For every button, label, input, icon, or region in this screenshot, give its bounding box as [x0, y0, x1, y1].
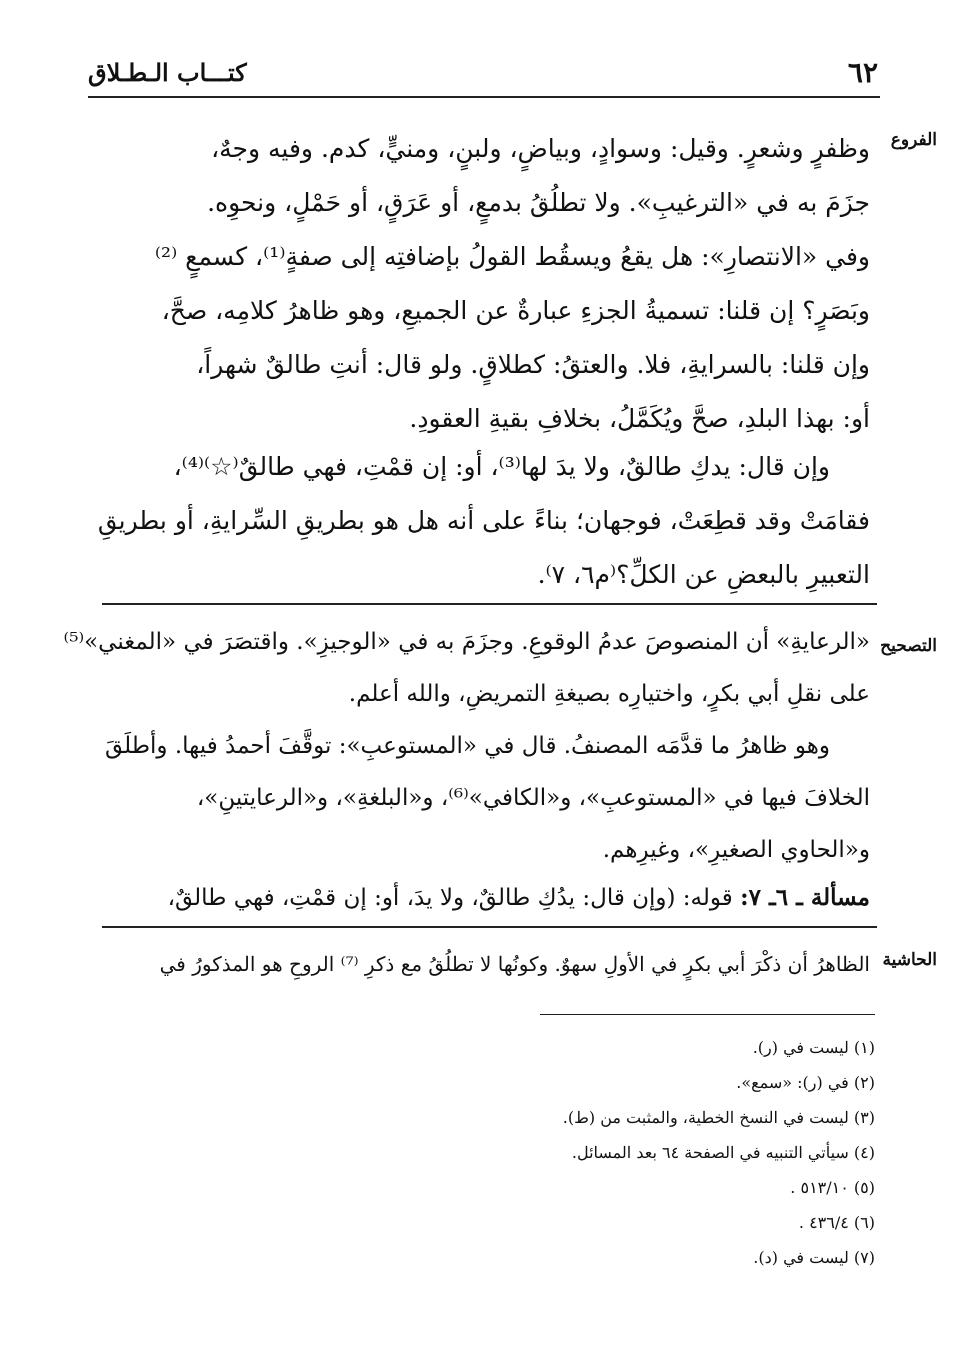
header-rule	[88, 96, 880, 98]
tashih-line: «الرعايةِ» أن المنصوصَ عدمُ الوقوعِ. وجزَمَ به في «الوجيزِ». واقتصَرَ في «المغني»⁽⁵⁾	[63, 629, 870, 655]
footnote: (٤) سيأتي التنبيه في الصفحة ٦٤ بعد المسائل.	[571, 1143, 875, 1162]
page-number: ٦٢	[847, 56, 878, 89]
footnote: (٥) ٥١٣/١٠ .	[790, 1178, 875, 1197]
furu-text-2	[97, 440, 870, 602]
footnote: (٣) ليست في النسخ الخطية، والمثبت من (ط).	[562, 1108, 875, 1127]
footnote: (٢) في (ر): «سمع».	[736, 1073, 875, 1092]
footnote-rule	[540, 1014, 875, 1015]
furu-line: وإن قلنا: بالسرايةِ، فلا. والعتقُ: كطلاقٍ. ولو قال: أنتِ طالقٌ شهراً،	[196, 350, 870, 379]
footnote: (١) ليست في (ر).	[752, 1038, 875, 1057]
hashiya-text	[100, 938, 870, 990]
section-divider	[102, 603, 877, 605]
furu-line: فقامَتْ وقد قطِعَتْ، فوجهان؛ بناءً على أنه هل هو بطريقِ السِّرايةِ، أو بطريقِ	[97, 506, 870, 535]
furu-line: وإن قال: يدكِ طالقٌ، ولا يدَ لها⁽³⁾، أو: إن قمْتِ، فهي طالقٌ⁽☆⁾⁽⁴⁾،	[173, 452, 830, 481]
furu-line: أو: بهذا البلدِ، صحَّ ويُكَمَّلُ، بخلافِ بقيةِ العقودِ.	[409, 404, 870, 433]
masala-text: قوله: (وإن قال: يدُكِ طالقٌ، ولا يدَ، أو: إن قمْتِ، فهي طالقٌ،	[167, 885, 741, 911]
masala-line	[100, 872, 870, 924]
section-label-hashiya: الحاشية	[882, 950, 937, 970]
tashih-line: على نقلِ أبي بكرٍ، واختيارِه بصيغةِ التمريضِ، والله أعلم.	[348, 681, 870, 707]
masala-number: مسألة ـ ٦ـ ٧:	[740, 884, 870, 911]
footnote: (٦) ٤٣٦/٤ .	[798, 1213, 875, 1232]
furu-line: وظفرٍ وشعرٍ. وقيل: وسوادٍ، وبياضٍ، ولبنٍ، ومنيٍّ، كدم. وفيه وجهٌ،	[211, 134, 870, 163]
tashih-text-2	[100, 720, 870, 876]
tashih-text	[63, 616, 870, 720]
furu-line: وبَصَرٍ؟ إن قلنا: تسميةُ الجزءِ عبارةٌ عن الجميعِ، وهو ظاهرُ كلامِه، صحَّ،	[161, 296, 870, 325]
furu-text	[100, 122, 870, 446]
section-divider	[102, 926, 877, 928]
footnotes	[175, 1030, 875, 1275]
running-title: كتـــاب الـطـلاق	[88, 58, 247, 87]
section-label-furu: الفروع	[890, 130, 937, 150]
section-label-tashih: التصحيح	[880, 636, 937, 656]
page-header	[88, 50, 878, 96]
tashih-line: وهو ظاهرُ ما قدَّمَه المصنفُ. قال في «المستوعبِ»: توقَّفَ أحمدُ فيها. وأطلَقَ	[104, 733, 830, 759]
footnote: (٧) ليست في (د).	[753, 1248, 875, 1267]
tashih-line: الخلافَ فيها في «المستوعبِ»، و«الكافي»⁽⁶⁾، و«البلغةِ»، و«الرعايتينِ»،	[196, 785, 870, 811]
furu-line: جزَمَ به في «الترغيبِ». ولا تطلُقُ بدمعٍ، أو عَرَقٍ، أو حَمْلٍ، ونحوِه.	[207, 188, 870, 217]
tashih-line: و«الحاوي الصغيرِ»، وغيرِهم.	[602, 837, 870, 863]
furu-line: وفي «الانتصارِ»: هل يقعُ ويسقُط القولُ بإضافتِه إلى صفةٍ⁽¹⁾، كسمعٍ ⁽²⁾	[154, 242, 870, 271]
furu-line: التعبيرِ بالبعضِ عن الكلِّ؟⁽م٦، ٧⁾.	[537, 560, 870, 589]
hashiya-line: الظاهرُ أن ذكْرَ أبي بكرٍ في الأولِ سهوٌ. وكونُها لا تطلُقُ مع ذكرِ ⁽⁷⁾ الروحِ هو المذكورُ في	[159, 952, 870, 976]
